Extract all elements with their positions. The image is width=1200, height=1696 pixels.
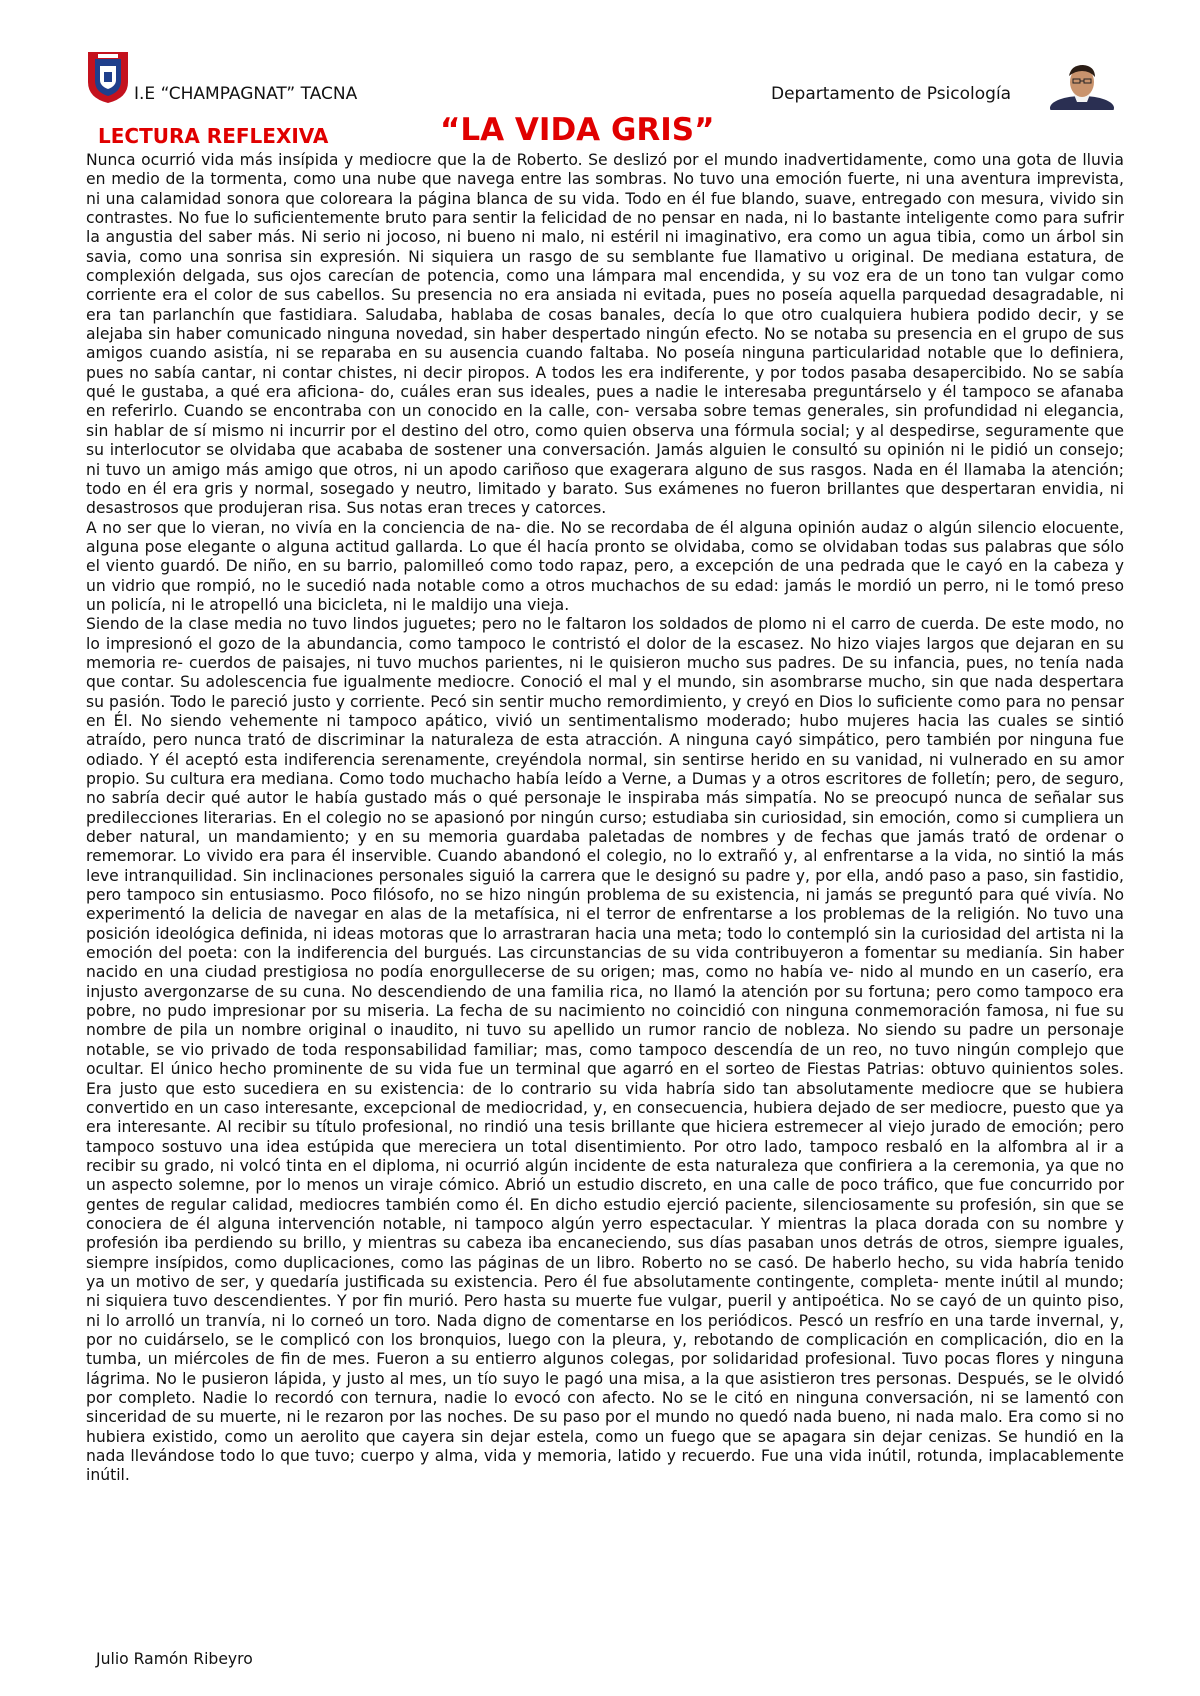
paragraph: A no ser que lo vieran, no vivía en la conciencia de na- die. No se recordaba de él alguna opinión audaz o algún silencio elocuente, alguna pose elegante o alguna actitud gallarda. Lo que él hacía pronto se olvidaba, como se olvidaban todas sus palabras que sólo el viento guardó. De niño, en su barrio, palomilleó como todo rapaz, pero, a excepción de una pedrada que le cayó en la cabeza y un vidrio que rompió, no le sucedió nada notable como a otros muchachos de su edad: jamás le mordió un perro, ni le tomó preso un policía, ni le atropelló una bicicleta, ni le maldijo una vieja.: [86, 518, 1124, 614]
page-header: [84, 48, 1114, 110]
school-crest-icon: [84, 48, 132, 104]
reading-body: [86, 151, 1124, 1486]
reading-label: LECTURA REFLEXIVA: [98, 124, 329, 148]
reading-title: “LA VIDA GRIS”: [440, 112, 715, 148]
school-name: I.E “CHAMPAGNAT” TACNA: [134, 84, 358, 104]
department-name: Departamento de Psicología: [771, 84, 1012, 104]
paragraph: Nunca ocurrió vida más insípida y mediocre que la de Roberto. Se deslizó por el mundo inadvertidamente, como una gota de lluvia en medio de la tormenta, como una nube que navega entre las sombras. No tuvo una emoción fuerte, ni una aventura imprevista, ni una calamidad sonora que coloreara la página blanca de su vida. Todo en él fue blando, suave, entregado con mesura, vivido sin contrastes. No fue lo suficientemente bruto para sentir la felicidad de no pensar en nada, ni lo bastante inteligente como para sufrir la angustia del saber más. Ni serio ni jocoso, ni bueno ni malo, ni estéril ni imaginativo, era como un agua tibia, como un árbol sin savia, como una sonrisa sin expresión. Ni siquiera un rasgo de su semblante fue llamativo u original. De mediana estatura, de complexión delgada, sus ojos carecían de potencia, como una lámpara mal encendida, y su voz era de un tono tan vulgar como corriente era el color de sus cabellos. Su presencia no era ansiada ni evitada, pues no poseía aquella parquedad desagradable, ni era tan parlanchín que fastidiara. Saludaba, hablaba de cosas banales, decía lo que otro cualquiera hubiera podido decir, y se alejaba sin haber comunicado ninguna novedad, sin haber despertado ningún efecto. No se notaba su presencia en el grupo de sus amigos cuando asistía, ni se reparaba en su ausencia cuando faltaba. No poseía ninguna particularidad notable que lo definiera, pues no sabía cantar, ni contar chistes, ni decir piropos. A todos les era indiferente, y por todos pasaba desapercibido. No se sabía qué le gustaba, a qué era aficiona- do, cuáles eran sus ideales, pues a nadie le interesaba preguntárselo y él tampoco se afanaba en referirlo. Cuando se encontraba con un conocido en la calle, con- versaba sobre temas generales, sin profundidad ni elegancia, sin hablar de sí mismo ni incurrir por el destino del otro, como quien observa una fórmula social; y al despedirse, seguramente que su interlocutor se olvidaba que acababa de sostener una conversación. Jamás alguien le consultó su opinión ni le pidió un consejo; ni tuvo un amigo más amigo que otros, ni un apodo cariñoso que exagerara alguno de sus rasgos. Nada en él llamaba la atención; todo en él era gris y normal, sosegado y neutro, limitado y barato. Sus exámenes no fueron brillantes que despertaran envidia, ni desastrosos que produjeran risa. Sus notas eran treces y catorces.: [86, 151, 1124, 518]
author-signature: Julio Ramón Ribeyro: [96, 1650, 253, 1668]
person-photo-icon: [1049, 62, 1115, 110]
paragraph: Siendo de la clase media no tuvo lindos juguetes; pero no le faltaron los soldados de plomo ni el carro de cuerda. De este modo, no lo impresionó el gozo de la abundancia, como tampoco le contristó el dolor de la escasez. No hizo viajes largos que dejaran en su memoria re- cuerdos de paisajes, ni tuvo muchos parientes, ni le quisieron mucho sus padres. De su infancia, pues, no tenía nada que contar. Su adolescencia fue igualmente mediocre. Conoció el mal y el mundo, sin asombrarse mucho, sin que nada despertara su pasión. Todo le pareció justo y corriente. Pecó sin sentir mucho remordimiento, y creyó en Dios lo suficiente como para no pensar en Él. No siendo vehemente ni tampoco apático, vivió un sentimentalismo moderado; hubo mujeres hacia las cuales se sintió atraído, pero nunca trató de discriminar la naturaleza de esta atracción. A ninguna cayó simpático, pero también por ninguna fue odiado. Y él aceptó esta indiferencia serenamente, creyéndola normal, sin sentirse herido en su vanidad, ni vulnerado en su amor propio. Su cultura era mediana. Como todo muchacho había leído a Verne, a Dumas y a otros escritores de folletín; pero, de seguro, no sabría decir qué autor le había gustado más o qué personaje le inspiraba más simpatía. No se preocupó nunca de señalar sus predilecciones literarias. En el colegio no se apasionó por ningún curso; estudiaba sin curiosidad, sin emoción, como si cumpliera un deber natural, un mandamiento; y en su memoria guardaba paletadas de nombres y de fechas que jamás trató de ordenar o rememorar. Lo vivido era para él inservible. Cuando abandonó el colegio, no lo extrañó y, al enfrentarse a la vida, no sintió la más leve intranquilidad. Sin inclinaciones personales siguió la carrera que le designó su padre y, por ella, andó paso a paso, sin fastidio, pero tampoco sin entusiasmo. Poco filósofo, no se hizo ningún problema de su existencia, ni jamás se preguntó para qué vivía. No experimentó la delicia de navegar en alas de la metafísica, ni el terror de enfrentarse a los problemas de la religión. No tuvo una posición ideológica definida, ni ideas motoras que lo arrastraran hacia una meta; todo lo contempló sin la curiosidad del artista ni la emoción del poeta: con la indiferencia del burgués. Las circunstancias de su vida contribuyeron a fomentar su medianía. Sin haber nacido en una ciudad prestigiosa no podía enorgullecerse de su origen; mas, como no había ve- nido al mundo en un caserío, era injusto avergonzarse de su cuna. No descendiendo de una familia rica, no llamó la atención por su fortuna; pero como tampoco era pobre, no pudo impresionar por su miseria. La fecha de su nacimiento no coincidió con ninguna conmemoración famosa, ni fue su nombre de pila un nombre original o inaudito, ni tuvo su apellido un rumor rancio de nobleza. No siendo su padre un personaje notable, se vio privado de toda responsabilidad familiar; mas, como tampoco descendía de un reo, no tuvo ningún complejo que ocultar. El único hecho prominente de su vida fue un terminal que agarró en el sorteo de Fiestas Patrias: obtuvo quinientos soles. Era justo que esto sucediera en su existencia: de lo contrario su vida habría sido tan absolutamente mediocre que se hubiera convertido en un caso interesante, excepcional de mediocridad, y, en consecuencia, hubiera dejado de ser mediocre, puesto que ya era interesante. Al recibir su título profesional, no rindió una tesis brillante que hiciera estremecer al viejo jurado de emoción; pero tampoco sostuvo una idea estúpida que mereciera un total disentimiento. Por otro lado, tampoco resbaló en la alfombra al ir a recibir su grado, ni volcó tinta en el diploma, ni ocurrió algún incidente de esta naturaleza que confiriera a la ceremonia, ya que no un aspecto solemne, por lo menos un viraje cómico. Abrió un estudio discreto, en una calle de poco tráfico, que fue concurrido por gentes de regular calidad, mediocres también como él. En dicho estudio ejerció paciente, silenciosamente su profesión, sin que se conociera de él alguna intervención notable, ni tampoco algún yerro espectacular. Y mientras la placa dorada con su nombre y profesión iba perdiendo su brillo, y mientras su cabeza iba encaneciendo, sus días pasaban unos detrás de otros, siempre iguales, siempre insípidos, como duplicaciones, como las páginas de un libro. Roberto no se casó. De haberlo hecho, su vida habría tenido ya un motivo de ser, y quedaría justificada su existencia. Pero él fue absolutamente contingente, completa- mente inútil al mundo; ni siquiera tuvo descendientes. Y por fin murió. Pero hasta su muerte fue vulgar, pueril y antipoética. No se cayó de un quinto piso, ni lo arrolló un tranvía, ni lo corneó un toro. Nada digno de comentarse en los periódicos. Pescó un resfrío en una tarde invernal, y, por no cuidárselo, se le complicó con los bronquios, luego con la pleura, y, rebotando de complicación en complicación, dio en la tumba, un miércoles de fin de mes. Fueron a su entierro algunos colegas, por solidaridad profesional. Tuvo pocas flores y ninguna lágrima. No le pusieron lápida, y justo al mes, un tío suyo le pagó una misa, a la que asistieron tres personas. Después, se le olvidó por completo. Nadie lo recordó con ternura, nadie lo evocó con afecto. No se le citó en ninguna conversación, ni se lamentó con sinceridad de su muerte, ni le rezaron por las noches. De su paso por el mundo no quedó nada bueno, ni nada malo. Era como si no hubiera existido, como un aerolito que cayera sin dejar estela, como un fuego que se apagara sin dejar cenizas. Se hundió en la nada llevándose todo lo que tuvo; cuerpo y alma, vida y memoria, latido y recuerdo. Fue una vida inútil, rotunda, implacablemente inútil.: [86, 615, 1124, 1485]
